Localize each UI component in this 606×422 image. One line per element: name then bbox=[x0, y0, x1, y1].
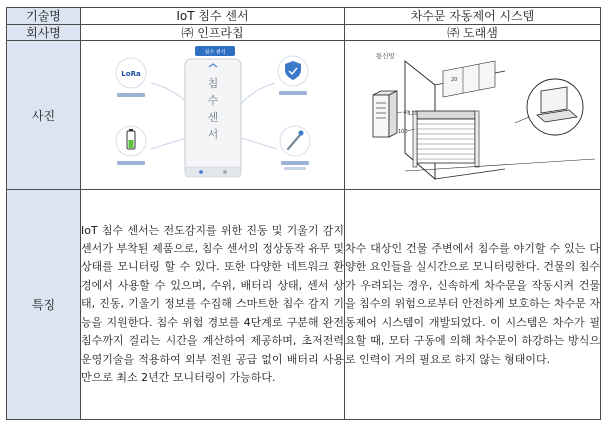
caption-bar bbox=[279, 91, 307, 95]
row-feature bbox=[7, 190, 601, 420]
row-company bbox=[7, 25, 601, 41]
caption-bar bbox=[281, 161, 309, 165]
label-feature: 특징 bbox=[7, 190, 81, 420]
led-indicator bbox=[199, 170, 203, 174]
company-a: ㈜ 인프라칩 bbox=[81, 25, 345, 41]
row-tech-name bbox=[7, 8, 601, 25]
label-tech-name: 기술명 bbox=[7, 8, 81, 25]
caption-bar bbox=[117, 161, 145, 165]
feature-a-text: IoT 침수 센서는 전도감지를 위한 진동 및 기울기 감지 센서가 부착된 제품으로, 침수 센서의 정상동작 유무 및 상태를 모니터링 할 수 있다. 또한 다양한 네트워크 환경에서 사용할 수 있으며, 수위, 배터리 상태, 센서 상태, 진동, 기울기 정보를 수집해 스마트한 침수 감지 기능을 지원한다. 침수 위험 경보를 4단계로 구분해 완전 침수까지 걸리는 시간을 계산하여 제공하며, 초저전력 운영기술을 적용하여 외부 전원 공급 없이 배터리 사용만으로 최소 2년간 모니터링이 가능하다. bbox=[81, 223, 344, 384]
feature-b-text: 차수 대상인 건물 주변에서 침수를 야기할 수 있는 다양한 요인들을 실시간으로 모니터링한다. 건물의 침수가 우려되는 경우, 신속하게 차수문을 작동시켜 건물을 침수의 위험으로부터 안전하게 보호하는 차수문 자동제어 시스템이 개발되었다. 이 시스템은 차수가 필요할 때, 모터 구동에 의해 차수문이 하강하는 방식으로 인력이 거의 필요로 하지 않는 형태이다. bbox=[345, 242, 600, 366]
tech-name-b: 차수문 자동제어 시스템 bbox=[345, 8, 601, 25]
battery-icon bbox=[116, 126, 146, 165]
probe-icon bbox=[280, 126, 310, 170]
device-char: 침 bbox=[207, 77, 219, 90]
device-char: 수 bbox=[207, 94, 219, 107]
photo-a bbox=[81, 41, 345, 190]
device-char: 서 bbox=[207, 128, 219, 141]
caption-bar bbox=[284, 167, 306, 170]
top-banner-text: 침수 센서 bbox=[204, 49, 226, 56]
callout-20: 20 bbox=[451, 77, 458, 83]
device-char: 센 bbox=[207, 111, 219, 124]
feature-a bbox=[81, 190, 345, 420]
callout-110: 110 bbox=[408, 111, 418, 117]
iot-sensor-image bbox=[81, 41, 345, 189]
lora-label: LoRa bbox=[121, 70, 141, 78]
lora-icon bbox=[116, 58, 146, 97]
connector-port bbox=[223, 170, 227, 174]
tech-name-a: IoT 침수 센서 bbox=[81, 8, 345, 25]
shield-icon bbox=[278, 56, 308, 95]
row-photo bbox=[7, 41, 601, 190]
callout-40: 40 bbox=[403, 110, 410, 116]
diagram-caption: 통신망 bbox=[376, 52, 395, 60]
label-company: 회사명 bbox=[7, 25, 81, 41]
sensor-base bbox=[185, 167, 241, 177]
server-icon bbox=[373, 91, 397, 137]
laptop-icon bbox=[515, 79, 583, 135]
label-photo: 사진 bbox=[7, 41, 81, 190]
floodgate-diagram bbox=[345, 41, 601, 189]
floodgate-icon bbox=[413, 111, 479, 167]
photo-b bbox=[345, 41, 601, 190]
caption-bar bbox=[117, 93, 145, 97]
callout-100: 100 bbox=[398, 129, 408, 135]
company-b: ㈜ 도래샘 bbox=[345, 25, 601, 41]
comparison-table bbox=[6, 7, 601, 420]
feature-b bbox=[345, 190, 601, 420]
